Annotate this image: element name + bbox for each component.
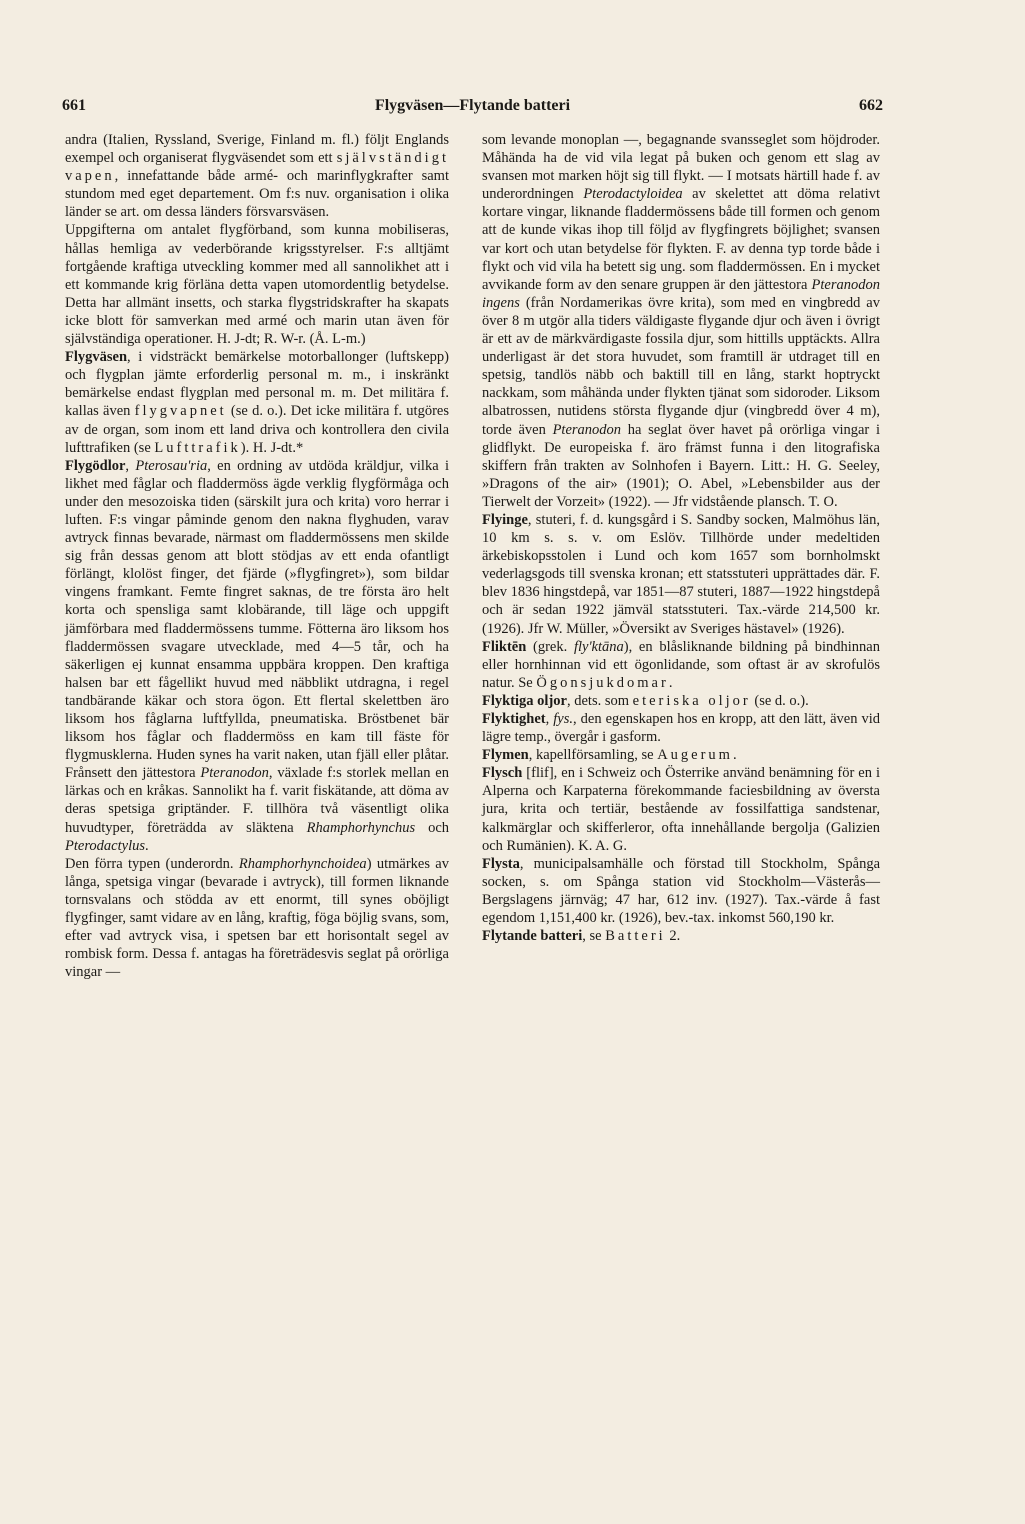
- article-paragraph: [65, 221, 449, 348]
- article-paragraph: [482, 511, 880, 638]
- page-number-right: 662: [859, 97, 883, 114]
- text-run: (grek.: [526, 638, 574, 655]
- text-run: [flif], en i Schweiz och Österrike använd benämning för en i Alperna och Karpaterna förekommande faciesbildning av översta jura, krita och tertiär, bestående av fossilfattiga sandstenar, kalkmärglar och skifferleror, ofta innehållande bergolja (Galizien och Rumänien). K. A. G.: [482, 765, 880, 854]
- page-number-left: 661: [62, 97, 86, 114]
- text-run: ), en blåsliknande bildning på bindhinnan eller hornhinnan vid ett ögonlidande, som oftast är av skrofulös natur. Se: [482, 638, 880, 691]
- text-run: eteriska oljor: [632, 692, 751, 709]
- text-run: och: [415, 819, 450, 836]
- text-run: , den egenskapen hos en kropp, att den lätt, även vid lägre temp., övergår i gasform.: [482, 711, 880, 746]
- text-run: ,: [545, 711, 554, 727]
- text-run: Rhamphorhynchus: [306, 819, 416, 836]
- entry-headword: Flyktiga oljor: [482, 692, 567, 709]
- article-paragraph: [482, 927, 880, 945]
- text-run: självständigt vapen: [65, 150, 449, 185]
- entry-headword: Fliktēn: [482, 638, 527, 655]
- text-run: Den förra typen (underordn.: [65, 855, 239, 872]
- entry-headword: Flyinge: [482, 511, 528, 528]
- entry-headword: Flysta: [482, 855, 520, 872]
- text-run: (se d. o.).: [750, 692, 809, 709]
- article-paragraph: [482, 692, 880, 710]
- text-run: Pteranodon: [552, 421, 622, 438]
- text-run: flygvapnet: [134, 403, 227, 420]
- entry-headword: Flygväsen: [65, 349, 128, 366]
- text-run: , innefattande både armé- och marinflygkrafter samt stundom med eget departement. Om f:s nuv. organisation i olika länder se art. om dessa länders försvarsväsen.: [65, 168, 449, 221]
- text-run: ,: [125, 457, 136, 474]
- text-run: av skelettet att döma relativt kortare vingar, liknande fladdermössens både till formen och genom att de kunde vikas ihop till följd av flygfingrets böjlighet; svansen var kort och utan betydelse för flykten. F. av denna typ torde både i flykt och vid vila ha betett sig ung. som fladdermössen. En i mycket avvikande form av den senare gruppen är den jättestora: [482, 186, 880, 293]
- article-paragraph: [482, 131, 880, 511]
- text-run: fys.: [553, 711, 574, 727]
- text-run: Pterosau'ria: [135, 457, 208, 474]
- right-text-column: [482, 131, 880, 945]
- text-run: Ögonsjukdomar: [536, 674, 669, 691]
- article-paragraph: [482, 710, 880, 746]
- page-header: [62, 97, 883, 121]
- entry-headword: Flytande batteri: [482, 928, 583, 945]
- article-paragraph: [482, 764, 880, 854]
- text-run: , stuteri, f. d. kungsgård i S. Sandby socken, Malmöhus län, 10 km s. s. v. om Eslöv. Tillhörde under medeltiden ärkebiskopsstolen i Lund och kom 1657 som bornholmskt vederlagsgods till svenska kronan; ett statsstuteri upprättades där. F. blev 1836 hingstdepå, var 1851—87 stuteri, 1887—1922 hingstdepå och är sedan 1922 jämväl statsstuteri. Tax.-värde 214,500 kr. (1926). Jfr W. Müller, »Översikt av Sveriges hästavel» (1926).: [482, 511, 880, 637]
- text-run: Batteri: [605, 928, 666, 945]
- text-run: som levande monoplan —, begagnande svansseglet som höjdroder. Måhända ha de vid vila legat på buken och genom ett slag av svansen mot marken höjt sig till flykt. — I motsats härtill hade f. av underordningen: [482, 132, 880, 203]
- text-run: ) utmärkes av långa, spetsiga vingar (bevarade i avtryck), till formen liknande tornsvalans och stödda av ett enormt, till synes oböjligt flygfinger, samt vidare av en lång, kraftig, föga böjlig svans, som, efter vad avtryck visa, i spetsen bar ett horisontalt segel av rombisk form. Dessa f. antagas ha företrädesvis seglat på orörliga vingar —: [65, 855, 449, 981]
- text-run: (se d. o.). Det icke militära f. utgöres av de organ, som inom ett land driva och kontrollera den civila lufttrafiken (se: [65, 403, 449, 456]
- text-run: Rhamphorhynchoidea: [238, 855, 367, 872]
- text-run: , i vidsträckt bemärkelse motorballonger (luftskepp) och flygplan jämte erforderlig personal m. m., i inskränkt bemärkelse endast flygplan med personal m. m. Det militära f. kallas även: [65, 349, 449, 420]
- article-paragraph: [65, 855, 449, 982]
- text-run: .: [732, 747, 737, 764]
- text-run: , municipalsamhälle och förstad till Stockholm, Spånga socken, s. om Spånga station vid Stockholm—Västerås—Bergslagens järnväg; 47 har, 612 inv. (1927). Tax.-värde å fast egendom 1,151,400 kr. (1926), bev.-tax. inkomst 560,190 kr.: [482, 855, 880, 927]
- text-run: andra (Italien, Ryssland, Sverige, Finland m. fl.) följt Englands exempel och organiserat flygväsendet som ett: [65, 132, 449, 167]
- text-run: .: [668, 674, 673, 691]
- text-run: , växlade f:s storlek mellan en lärkas och en kråkas. Sannolikt ha f. varit fiskätande, att döma av deras spetsiga griptänder. F. tillhöra två väsentligt olika huvudtyper, företrädda av släktena: [65, 765, 449, 836]
- text-run: .: [145, 837, 149, 854]
- text-run: ). H. J-dt.*: [240, 439, 304, 456]
- text-run: ha seglat över havet på orörliga vingar i glidflykt. De europeiska f. äro främst funna i den litografiska skiffern från trakten av Solnhofen i Bayern. Litt.: H. G. Seeley, »Dragons of the air» (1901); O. Abel, »Lebensbilder aus der Tierwelt der Vorzeit» (1922). — Jfr vidstående plansch. T. O.: [482, 421, 880, 510]
- article-paragraph: [482, 638, 880, 692]
- text-run: fly'ktāna: [573, 638, 624, 655]
- article-paragraph: [65, 131, 449, 221]
- entry-headword: Flysch: [482, 765, 523, 782]
- text-run: (från Nordamerikas övre krita), som med en vingbredd av över 8 m utgör alla tiders väldigaste flygande djur och även i övrigt är ett av de märkvärdigaste fossila djur, som hittills upptäckts. Allra underligast är det stora huvudet, som framtill är utdraget till en spetsig, tandlös näbb och baktill till en lång, starkt hoptryckt nackkam, som måhända under flykten tjänat som sidoroder. Liksom albatrossen, nutidens största flygande djur (vingbredd över 4 m), torde även: [482, 294, 880, 438]
- text-run: Lufttrafik: [154, 439, 241, 456]
- article-paragraph: [65, 457, 449, 855]
- text-run: , dets. som: [566, 692, 633, 709]
- running-title: Flygväsen—Flytande batteri: [374, 97, 571, 114]
- entry-headword: Flygödlor: [65, 457, 126, 474]
- text-run: , kapellförsamling, se: [528, 747, 658, 764]
- text-run: 2.: [665, 928, 681, 945]
- entry-headword: Flymen: [482, 747, 529, 764]
- article-paragraph: [482, 746, 880, 764]
- text-run: , en ordning av utdöda kräldjur, vilka i likhet med fåglar och fladdermöss ägde verklig flygförmåga och under den mesozoiska tiden (särskilt jura och krita) voro herrar i luften. F:s vingar påminde genom den nakna flyghuden, varav avtryck finnas bevarade, närmast om fladdermössens men skilde sig från dessas genom att blott stödjas av ett enda ofantligt förlängt, klolöst finger, det fjärde (»flygfingret»), som bildar vingens framkant. Femte fingret saknas, de tre första äro helt korta och spensliga samt klobärande, till läge och uppgift jämförbara med fladdermössens tumme. Fötterna äro liksom hos fladdermössen svagare utvecklade, med 4—5 tår, och ha säkerligen ej kunnat ensamma uppbära kroppen. Den kraftiga halsen bar ett fågellikt huvud med näbblikt utdragna, i regel tandbärande käkar och stora ögon. Ett flertal skelettben äro liksom hos fåglarna luftfyllda, pneumatiska. Bröstbenet bär liksom hos fåglar och fladdermöss en kam till fäste för flygmusklerna. Huden synes ha varit naken, utan fjäll eller plåtar. Frånsett den jättestora: [65, 457, 449, 782]
- text-run: Pterodactyloidea: [583, 186, 683, 203]
- left-text-column: [65, 131, 449, 981]
- article-paragraph: [482, 855, 880, 927]
- text-run: , se: [582, 928, 606, 945]
- article-paragraph: [65, 348, 449, 457]
- text-run: Uppgifterna om antalet flygförband, som kunna mobiliseras, hållas hemliga av vederbörande krigsstyrelser. F:s alltjämt fortgående kraftiga utveckling kommer med all sannolikhet att i ett kommande krig förläna detta vapen utomordentlig betydelse. Detta har allmänt insetts, och starka flygstridskrafter ha skapats icke blott för samverkan med armé och marin utan även för självständiga operationer. H. J-dt; R. W-r. (Å. L-m.): [65, 222, 449, 348]
- text-run: Pteranodon ingens: [482, 276, 880, 311]
- text-run: Augerum: [657, 747, 733, 764]
- entry-headword: Flyktighet: [482, 711, 546, 727]
- text-run: Pterodactylus: [65, 837, 145, 854]
- text-run: Pteranodon: [200, 765, 269, 782]
